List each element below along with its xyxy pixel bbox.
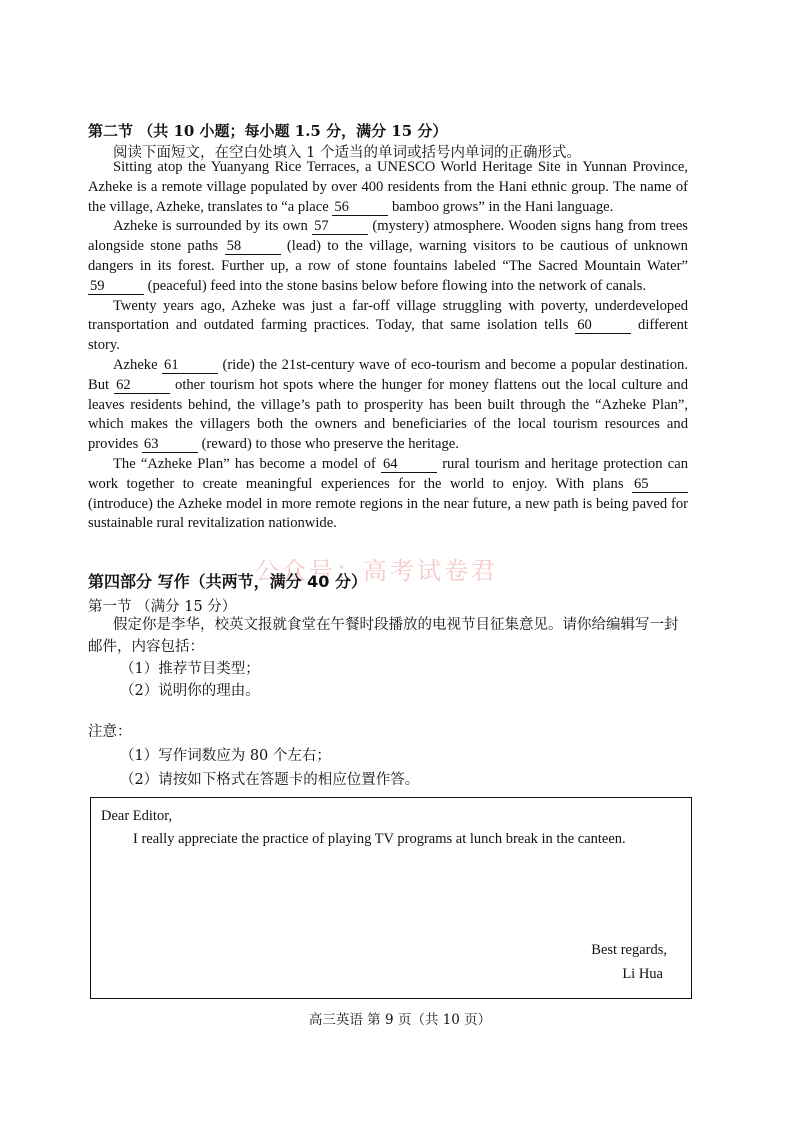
paragraph-1: Sitting atop the Yuanyang Rice Terraces, a UNESCO World Heritage Site in Yunnan Province, Azheke is a remote village populated by over 400 residents from the Hani ethnic group. The name of the village, Azheke, translates to “a place 56 bamboo grows” in the Hani language.: [88, 159, 688, 215]
watermark: 公众号：高考试卷君: [255, 557, 498, 585]
paragraph-2: Azheke is surrounded by its own 57 (mystery) atmosphere. Wooden signs hang from trees alongside stone paths 58 (lead) to the village, warning visitors to be cautious of unknown dangers in its forest. Further up, a row of stone fountains labeled “The Sacred Mountain Water” 59 (peaceful) feed into the stone basins below before flowing into the network of canals.: [88, 218, 688, 294]
task-description: 假定你是李华，校英文报就食堂在午餐时段播放的电视节目征集意见。请你给编辑写一封邮件，内容包括：: [88, 617, 679, 655]
notes-list: [120, 744, 419, 792]
note-1: （1）写作词数应为 80 个左右；: [120, 748, 331, 764]
blank-58: 58: [225, 238, 281, 255]
part4-title: 第四部分 写作（共两节，满分 40 分）: [88, 572, 367, 591]
paragraph-5: The “Azheke Plan” has become a model of 64 rural tourism and heritage protection can work together to create meaningful experiences for the world to enjoy. With plans 65 (introduce) the Azheke model in more remote regions in the near future, a new path is being paved for sustainable rural revitalization nationwide.: [88, 455, 688, 532]
letter-template-box: [90, 797, 692, 999]
cloze-passage: [88, 158, 688, 534]
page-footer: 高三英语 第 9 页（共 10 页）: [308, 1012, 492, 1028]
blank-63: 63: [142, 436, 198, 453]
blank-56: 56: [332, 199, 388, 216]
paragraph-3: Twenty years ago, Azheke was just a far-off village struggling with poverty, underdeveloped transportation and outdated farming practices. Today, that same isolation tells 60 different story.: [88, 297, 688, 354]
writing-task: [88, 614, 688, 702]
blank-65: 65: [632, 476, 688, 493]
blank-64: 64: [381, 456, 437, 473]
notes-label: 注意：: [88, 724, 132, 740]
letter-greeting: Dear Editor,: [101, 808, 173, 824]
task-item-2: （2）说明你的理由。: [120, 683, 260, 699]
section-title: 第二节 （共 10 小题；每小题 1.5 分，满分 15 分）: [88, 122, 448, 140]
paragraph-4: Azheke 61 (ride) the 21st-century wave of eco-tourism and become a popular destination. But 62 other tourism hot spots where the hunger for money flattens out the local culture and leaves residents behind, the village’s path to prosperity has been built through the “Azheke Plan”, which makes the villagers both the owners and beneficiaries of the local tourism resources and provides 63 (reward) to those who preserve the heritage.: [88, 356, 688, 453]
blank-60: 60: [575, 317, 631, 334]
letter-closing: Best regards,: [591, 942, 667, 958]
blank-57: 57: [312, 218, 368, 235]
task-item-1: （1）推荐节目类型；: [120, 661, 260, 677]
note-2: （2）请按如下格式在答题卡的相应位置作答。: [120, 772, 420, 788]
blank-59: 59: [88, 278, 144, 295]
letter-signature: Li Hua: [622, 966, 663, 982]
blank-62: 62: [114, 377, 170, 394]
blank-61: 61: [162, 357, 218, 374]
section1-title: 第一节 （满分 15 分）: [88, 599, 237, 615]
letter-opening: I really appreciate the practice of playing TV programs at lunch break in the canteen.: [133, 831, 626, 847]
section-instruction: 阅读下面短文，在空白处填入 1 个适当的单词或括号内单词的正确形式。: [113, 145, 581, 161]
